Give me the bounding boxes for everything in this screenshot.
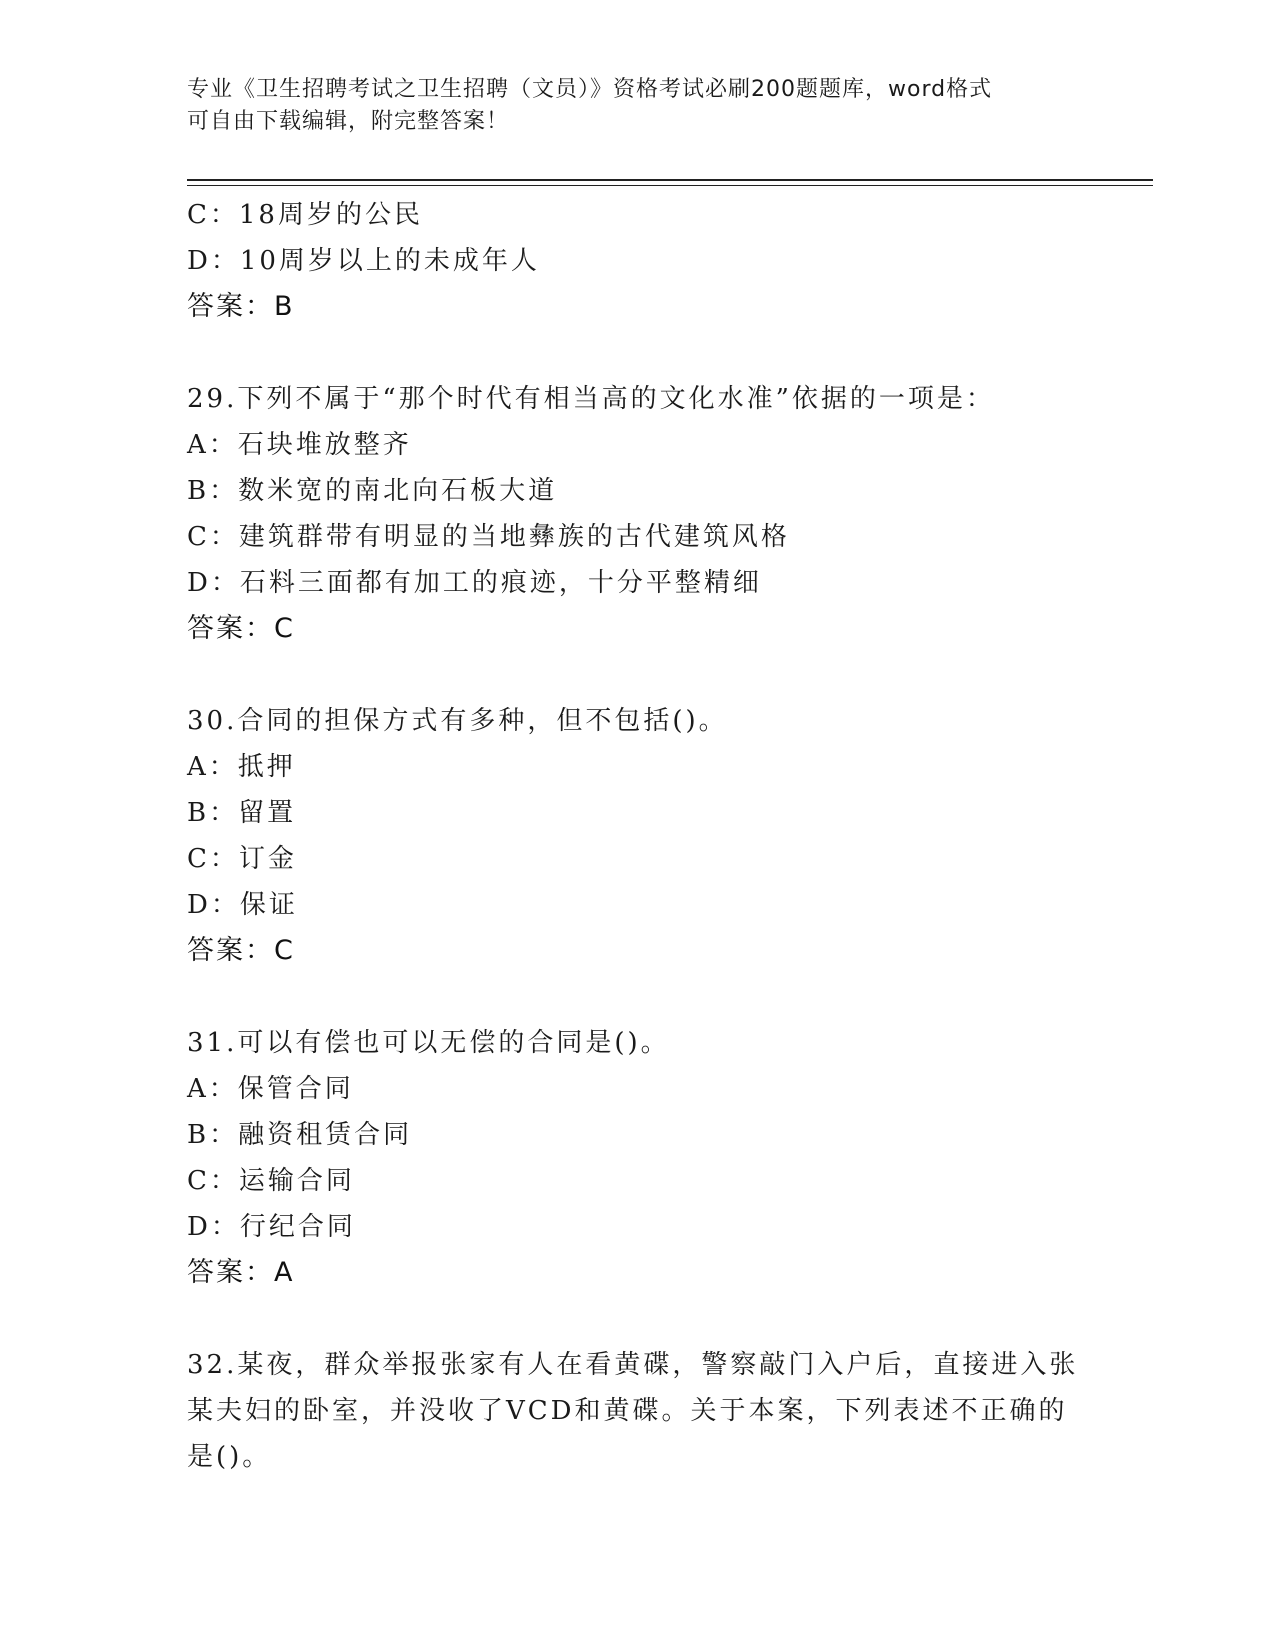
option-b: B：数米宽的南北向石板大道	[187, 476, 558, 506]
previous-question	[187, 192, 1087, 330]
question-stem: 29.下列不属于“那个时代有相当高的文化水准”依据的一项是：	[187, 384, 995, 414]
option-b: B：融资租赁合同	[187, 1120, 413, 1150]
question-content	[187, 192, 1087, 1480]
option-d: D：行纪合同	[187, 1212, 356, 1242]
header-line-2: 可自由下载编辑，附完整答案！	[187, 109, 510, 134]
question-stem-line-1: 32.某夜，群众举报张家有人在看黄碟，警察敲门入户后，直接进入张	[187, 1350, 1079, 1380]
option-c: C：18周岁的公民	[187, 200, 423, 230]
option-a: A：保管合同	[187, 1074, 354, 1104]
answer: 答案：C	[187, 935, 295, 966]
option-c: C：建筑群带有明显的当地彝族的古代建筑风格	[187, 522, 790, 552]
answer: 答案：B	[187, 291, 295, 322]
option-c: C：订金	[187, 844, 297, 874]
question-stem-line-2: 某夫妇的卧室，并没收了VCD和黄碟。关于本案，下列表述不正确的	[187, 1396, 1068, 1426]
option-b: B：留置	[187, 798, 297, 828]
header-rule-thick	[187, 179, 1153, 181]
spacer	[187, 330, 1087, 376]
option-d: D：石料三面都有加工的痕迹，十分平整精细	[187, 568, 762, 598]
header-rule-thin	[187, 185, 1153, 186]
option-c: C：运输合同	[187, 1166, 355, 1196]
spacer	[187, 1296, 1087, 1342]
header-line-1: 专业《卫生招聘考试之卫生招聘（文员）》资格考试必刷200题题库，word格式	[187, 77, 993, 102]
question-30	[187, 698, 1087, 974]
spacer	[187, 652, 1087, 698]
answer: 答案：A	[187, 1257, 295, 1288]
option-a: A：抵押	[187, 752, 296, 782]
option-d: D：10周岁以上的未成年人	[187, 246, 540, 276]
question-31	[187, 1020, 1087, 1296]
question-stem: 30.合同的担保方式有多种，但不包括()。	[187, 706, 728, 736]
answer: 答案：C	[187, 613, 295, 644]
question-stem: 31.可以有偿也可以无偿的合同是()。	[187, 1028, 670, 1058]
question-32	[187, 1342, 1087, 1480]
document-header	[187, 74, 1067, 138]
question-29	[187, 376, 1087, 652]
spacer	[187, 974, 1087, 1020]
option-a: A：石块堆放整齐	[187, 430, 412, 460]
question-stem-line-3: 是()。	[187, 1442, 272, 1472]
option-d: D：保证	[187, 890, 298, 920]
